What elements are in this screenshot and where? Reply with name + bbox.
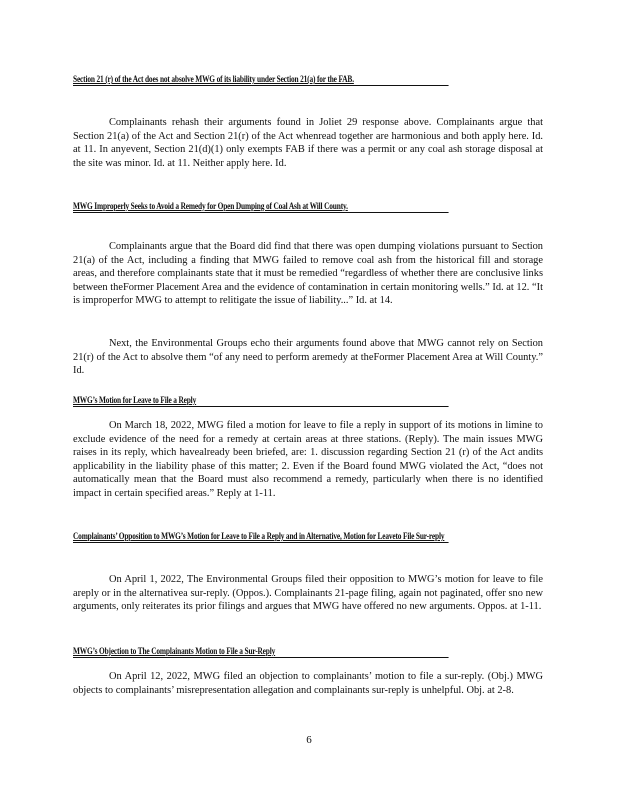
paragraph: On April 1, 2022, The Environmental Groups filed their opposition to MWG’s motion for leave to file areply or in the alternativea sur-reply. (Oppos.). Complainants 21-page filing, again not paginated, offer sno new arguments, only reiterates its prior filings and argues that MWG have offered no new arguments. Oppos. at 1-11. (73, 574, 543, 613)
page-number: 6 (306, 734, 312, 746)
paragraph: Next, the Environmental Groups echo their arguments found above that MWG cannot rely on Section 21(r) of the Act to absolve them “of any need to perform aremedy at theFormer Placement Area at Will County.” Id. (73, 338, 543, 377)
section-heading-remedy: MWG Improperly Seeks to Avoid a Remedy for Open Dumping of Coal Ash at Will County. (73, 201, 449, 213)
paragraph: On March 18, 2022, MWG filed a motion for leave to file a reply in support of its motions in limine to exclude evidence of the need for a remedy at certain areas at three stations. (Reply). The main issues MWG raises in its reply, which havealready been briefed, are: 1. discussion regarding Section 21 (r) of the Act andits applicability in the liability phase of this matter; 2. Even if the Board found MWG violated the Act, “does not automatically mean that the Board must also recommend a remedy, particularly when there is no identified impact in certain specified areas.” Reply at 1-11. (73, 420, 543, 499)
section-heading-objection: MWG’s Objection to The Complainants Motion to File a Sur-Reply (73, 646, 449, 658)
section-heading-21r: Section 21 (r) of the Act does not absolve MWG of its liability under Section 21(a) for the FAB. (73, 74, 449, 86)
paragraph: Complainants argue that the Board did find that there was open dumping violations pursuant to Section 21(a) of the Act, including a finding that MWG failed to remove coal ash from the historical fill and storage areas, and therefore complainants state that it must be remedied “regardless of whether there are conclusive links between theFormer Placement Area and the evidence of contamination in certain monitoring wells.” Id. at 12. “It is improperfor MWG to attempt to relitigate the issue of liability...” Id. at 14. (73, 241, 543, 307)
paragraph: On April 12, 2022, MWG filed an objection to complainants’ motion to file a sur-reply. (Obj.) MWG objects to complainants’ misrepresentation allegation and complainants sur-reply is unhelpful. Obj. at 2-8. (73, 671, 543, 696)
section-heading-motion-reply: MWG’s Motion for Leave to File a Reply (73, 395, 449, 407)
paragraph: Complainants rehash their arguments found in Joliet 29 response above. Complainants argue that Section 21(a) of the Act and Section 21(r) of the Act whenread together are harmonious and both apply here. Id. at 11. In anyevent, Section 21(d)(1) only exempts FAB if there was a permit or any coal ash storage disposal at the site was minor. Id. at 11. Neither apply here. Id. (73, 117, 543, 169)
section-heading-opposition: Complainants’ Opposition to MWG’s Motion for Leave to File a Reply and in Alternative, Motion for Leaveto File Sur-reply (73, 531, 449, 543)
